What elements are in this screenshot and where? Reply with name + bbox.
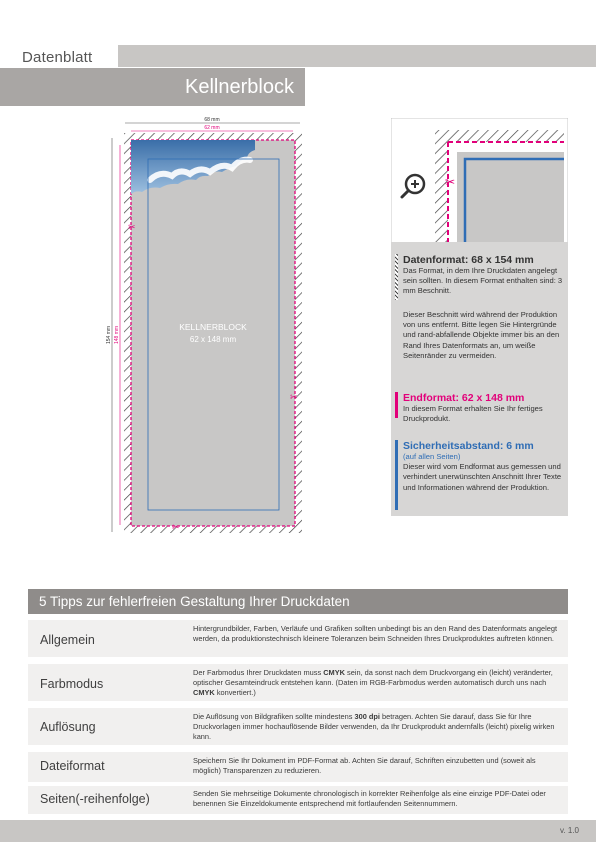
endformat-legend-bar [395, 392, 398, 418]
datenformat-text: Das Format, in dem Ihre Druckdaten angelegt sein sollten. In diesem Format enthalten sind: 3 mm Beschnitt. [403, 266, 563, 296]
tip-text-part: Der Farbmodus Ihrer Druckdaten muss [193, 668, 324, 677]
sicherheit-text: Dieser wird vom Endformat aus gemessen und verhindert unerwünschten Anschnitt Ihrer Texte und Informationen während der Produktion. [403, 462, 562, 492]
tip-text: Speichern Sie Ihr Dokument im PDF-Format ab. Achten Sie darauf, Schriften einzubetten und (soweit als möglich) Transparenzen zu reduzieren. [193, 756, 536, 775]
bleed-legend-bar [395, 254, 398, 300]
tip-text-bold: CMYK [323, 668, 345, 677]
scissors-icon-right: ✂ [290, 392, 298, 402]
zoom-scissors-icon: ✂ [445, 175, 456, 189]
safety-legend-bar [395, 440, 398, 510]
format-diagram [100, 112, 310, 552]
footer-bar [0, 820, 596, 842]
endformat-block [403, 392, 563, 424]
header-tab-label: Datenblatt [22, 49, 93, 66]
width-inner-label: 62 mm [204, 125, 220, 131]
tip-text: Senden Sie mehrseitige Dokumente chronologisch in korrekter Reihenfolge als eine einzige PDF-Datei oder benennen Sie Einzeldokumente entsprechend mit fortlaufenden Seitennummern. [193, 789, 546, 808]
width-outer-label: 68 mm [204, 117, 220, 123]
endformat-text: In diesem Format erhalten Sie Ihr fertiges Druckprodukt. [403, 404, 543, 424]
product-size-label: 62 x 148 mm [189, 335, 237, 344]
scissors-icon-bottom: ✂ [172, 522, 180, 532]
tip-text: Hintergrundbilder, Farben, Verläufe und Grafiken sollten unbedingt bis an den Rand des Datenformats angelegt werden, da produktionstechnisch kleinere Toleranzen beim Schneiden Ihres Druckproduktes auftreten können. [193, 624, 558, 643]
tip-text [193, 712, 565, 742]
tip-text-part: Die Auflösung von Bildgrafiken sollte mindestens [193, 712, 355, 721]
tip-label: Allgemein [40, 633, 95, 647]
tip-label: Seiten(-reihenfolge) [40, 792, 150, 806]
endformat-title: Endformat: 62 x 148 mm [403, 392, 525, 404]
version-label: v. 1.0 [560, 826, 579, 835]
page-title: Kellnerblock [185, 76, 294, 98]
product-name-label: KELLNERBLOCK [179, 322, 247, 332]
tip-text-bold: CMYK [193, 688, 215, 697]
scissors-icon-left: ✂ [128, 222, 136, 232]
tip-text-part: betragen. Achten Sie darauf, dass Sie für Ihre Druckvorlagen immer hochauflösende Bilder verwenden, da Ihr Druckprodukt andernfalls (leicht) pixelig wirken kann. [193, 712, 555, 741]
height-inner-label: 148 mm [114, 325, 120, 345]
tip-label: Auflösung [40, 720, 96, 734]
datenformat-title: Datenformat: 68 x 154 mm [403, 254, 534, 266]
sicherheit-sub: (auf allen Seiten) [403, 452, 461, 461]
height-outer-label: 154 mm [106, 325, 112, 345]
sicherheit-block [403, 440, 563, 493]
tip-label: Farbmodus [40, 677, 104, 691]
tips-title: 5 Tipps zur fehlerfreien Gestaltung Ihrer Druckdaten [39, 594, 350, 609]
final-format [131, 140, 295, 526]
tip-label: Dateiformat [40, 759, 105, 773]
tip-text [193, 668, 565, 698]
datenformat-block [403, 254, 563, 297]
zoom-format [457, 152, 564, 244]
tip-text-part: konvertiert.) [214, 688, 256, 697]
zoom-detail [391, 118, 568, 244]
tip-text-part: sein, da sonst nach dem Druckvorgang ein (leicht) veränderter, optischer Gesamteindruck entstehen kann. (Daten im RGB-Farbmodus werden automatisch durch uns nach [193, 668, 553, 687]
tip-text-bold: 300 dpi [354, 712, 380, 721]
beschnitt-text: Dieser Beschnitt wird während der Produktion von uns entfernt. Bitte legen Sie Hintergründe und rand-abfallende Objekte immer bis an den Rand Ihres Datenformats an, um weiße Seitenränder zu vermeiden. [403, 310, 560, 360]
sicherheit-title: Sicherheitsabstand: 6 mm [403, 440, 534, 452]
